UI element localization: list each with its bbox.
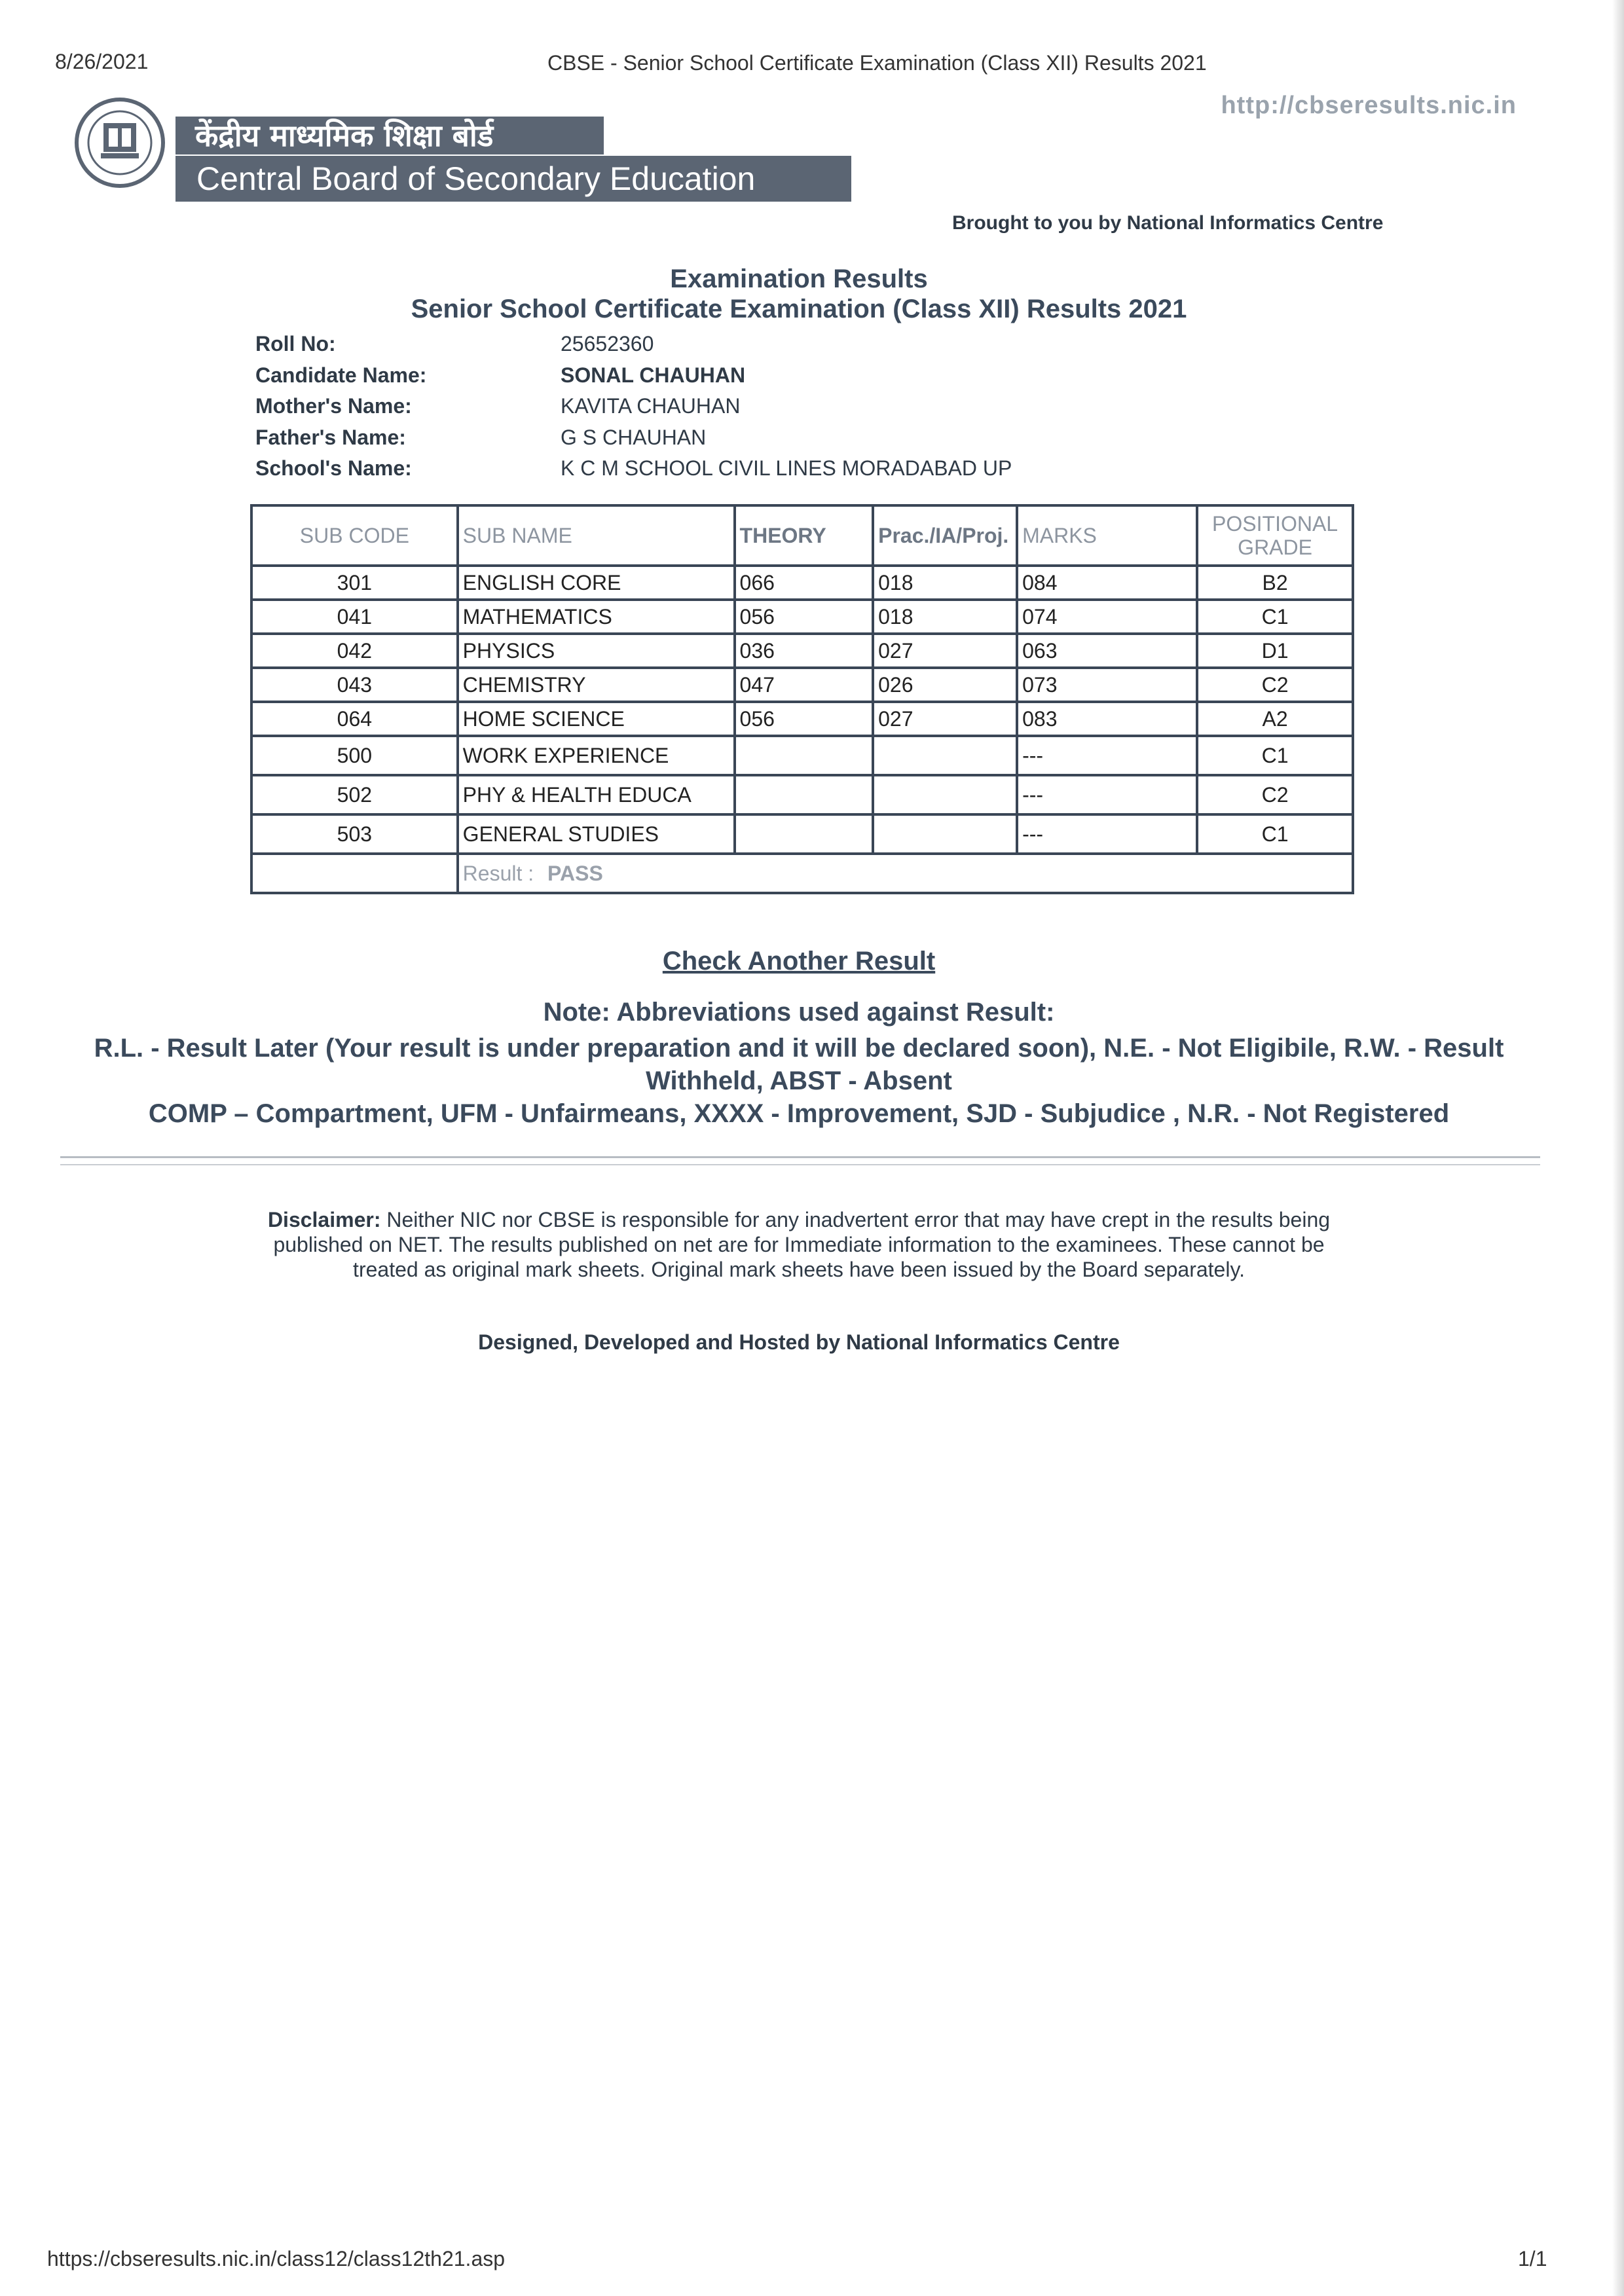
table-row xyxy=(251,668,1353,702)
father-name-row xyxy=(255,422,1012,454)
note-line-2: Withheld, ABST - Absent xyxy=(646,1066,952,1095)
table-row xyxy=(251,775,1353,814)
prac-cell: 026 xyxy=(873,668,1017,702)
marks-cell: --- xyxy=(1017,814,1197,854)
check-another-result-link[interactable]: Check Another Result xyxy=(662,947,936,975)
candidate-name-label: Candidate Name: xyxy=(255,363,427,387)
cbse-emblem-icon xyxy=(73,90,166,195)
grade-cell: C1 xyxy=(1197,736,1353,775)
marks-cell: 084 xyxy=(1017,566,1197,600)
note-line-1: R.L. - Result Later (Your result is under preparation and it will be declared soon), N.E. - Not Eligibile, R.W. - Result xyxy=(94,1034,1504,1063)
sub-code-cell: 500 xyxy=(251,736,458,775)
prac-cell xyxy=(873,775,1017,814)
marks-cell: --- xyxy=(1017,775,1197,814)
header-theory: THEORY xyxy=(735,505,874,566)
father-name-label: Father's Name: xyxy=(255,425,406,449)
father-name-value: G S CHAUHAN xyxy=(561,425,707,449)
header-marks: MARKS xyxy=(1017,505,1197,566)
result-row xyxy=(251,854,1353,893)
sub-name-cell: GENERAL STUDIES xyxy=(458,814,735,854)
candidate-name-row xyxy=(255,360,1012,392)
sub-code-cell: 041 xyxy=(251,600,458,634)
table-header-row xyxy=(251,505,1353,566)
divider xyxy=(60,1164,1540,1165)
marks-cell: 073 xyxy=(1017,668,1197,702)
table-row xyxy=(251,702,1353,736)
theory-cell xyxy=(735,814,874,854)
grade-cell: A2 xyxy=(1197,702,1353,736)
sub-code-cell: 042 xyxy=(251,634,458,668)
table-row xyxy=(251,736,1353,775)
sub-name-cell: PHYSICS xyxy=(458,634,735,668)
grade-cell: C1 xyxy=(1197,600,1353,634)
candidate-name-value: SONAL CHAUHAN xyxy=(561,363,746,387)
mother-name-label: Mother's Name: xyxy=(255,394,412,418)
brought-by-text: Brought to you by National Informatics Centre xyxy=(952,212,1384,234)
sub-code-cell: 043 xyxy=(251,668,458,702)
table-row xyxy=(251,566,1353,600)
sub-code-cell: 301 xyxy=(251,566,458,600)
sub-code-cell: 502 xyxy=(251,775,458,814)
theory-cell xyxy=(735,775,874,814)
marks-cell: --- xyxy=(1017,736,1197,775)
grade-cell: C1 xyxy=(1197,814,1353,854)
grade-cell: B2 xyxy=(1197,566,1353,600)
prac-cell: 027 xyxy=(873,702,1017,736)
grade-cell: D1 xyxy=(1197,634,1353,668)
marks-cell: 083 xyxy=(1017,702,1197,736)
candidate-info xyxy=(255,329,1012,484)
mother-name-value: KAVITA CHAUHAN xyxy=(561,394,741,418)
table-row xyxy=(251,814,1353,854)
prac-cell xyxy=(873,736,1017,775)
table-row xyxy=(251,634,1353,668)
divider xyxy=(60,1156,1540,1158)
disclaimer-text: Neither NIC nor CBSE is responsible for any inadvertent error that may have crept in the results being published on NET. The results published on net are for Immediate information to the examinees. These cannot be treated as original mark sheets. Original mark sheets have been issued by the Board separately. xyxy=(273,1208,1331,1281)
theory-cell: 056 xyxy=(735,702,874,736)
school-name-value: K C M SCHOOL CIVIL LINES MORADABAD UP xyxy=(561,456,1012,481)
header-positional-grade xyxy=(1197,505,1353,566)
banner-english-title: Central Board of Secondary Education xyxy=(175,156,851,202)
header-sub-code: SUB CODE xyxy=(251,505,458,566)
sub-name-cell: MATHEMATICS xyxy=(458,600,735,634)
marks-cell: 063 xyxy=(1017,634,1197,668)
header-grade-line2: GRADE xyxy=(1238,536,1312,559)
note-title: Note: Abbreviations used against Result: xyxy=(543,998,1055,1027)
result-label: Result : xyxy=(462,861,534,885)
designed-by-text: Designed, Developed and Hosted by National Informatics Centre xyxy=(478,1330,1120,1354)
note-line-3: COMP – Compartment, UFM - Unfairmeans, XXXX - Improvement, SJD - Subjudice , N.R. - Not Registered xyxy=(148,1099,1450,1128)
grade-cell: C2 xyxy=(1197,668,1353,702)
roll-row xyxy=(255,329,1012,360)
site-url-link[interactable]: http://cbseresults.nic.in xyxy=(1221,92,1517,119)
theory-cell: 056 xyxy=(735,600,874,634)
sub-name-cell: PHY & HEALTH EDUCA xyxy=(458,775,735,814)
page-number: 1/1 xyxy=(1518,2247,1547,2270)
theory-cell: 066 xyxy=(735,566,874,600)
page-title: Examination Results xyxy=(670,264,928,293)
prac-cell: 027 xyxy=(873,634,1017,668)
sub-code-cell: 064 xyxy=(251,702,458,736)
sub-name-cell: WORK EXPERIENCE xyxy=(458,736,735,775)
sub-name-cell: CHEMISTRY xyxy=(458,668,735,702)
theory-cell: 036 xyxy=(735,634,874,668)
grade-cell: C2 xyxy=(1197,775,1353,814)
table-row xyxy=(251,600,1353,634)
prac-cell: 018 xyxy=(873,566,1017,600)
prac-cell xyxy=(873,814,1017,854)
school-name-label: School's Name: xyxy=(255,456,412,481)
header-prac: Prac./IA/Proj. xyxy=(873,505,1017,566)
print-title: CBSE - Senior School Certificate Examination (Class XII) Results 2021 xyxy=(547,51,1207,75)
print-date: 8/26/2021 xyxy=(55,50,149,73)
header-sub-name: SUB NAME xyxy=(458,505,735,566)
roll-value: 25652360 xyxy=(561,332,654,356)
marks-cell: 074 xyxy=(1017,600,1197,634)
disclaimer-label: Disclaimer: xyxy=(267,1208,381,1231)
roll-label: Roll No: xyxy=(255,332,336,356)
prac-cell: 018 xyxy=(873,600,1017,634)
disclaimer xyxy=(249,1207,1349,1282)
theory-cell: 047 xyxy=(735,668,874,702)
result-cell xyxy=(458,854,1353,893)
cbse-banner xyxy=(175,117,851,203)
mother-name-row xyxy=(255,391,1012,422)
result-value: PASS xyxy=(547,861,603,885)
result-empty-cell xyxy=(251,854,458,893)
results-table xyxy=(250,504,1354,894)
footer-url: https://cbseresults.nic.in/class12/class12th21.asp xyxy=(47,2247,506,2270)
sub-code-cell: 503 xyxy=(251,814,458,854)
theory-cell xyxy=(735,736,874,775)
sub-name-cell: ENGLISH CORE xyxy=(458,566,735,600)
header-grade-line1: POSITIONAL xyxy=(1212,512,1338,536)
sub-name-cell: HOME SCIENCE xyxy=(458,702,735,736)
school-name-row xyxy=(255,453,1012,484)
page-subtitle: Senior School Certificate Examination (Class XII) Results 2021 xyxy=(411,295,1187,323)
banner-hindi-title: केंद्रीय माध्यमिक शिक्षा बोर्ड xyxy=(175,117,604,155)
scan-edge-shadow xyxy=(1612,0,1624,2296)
